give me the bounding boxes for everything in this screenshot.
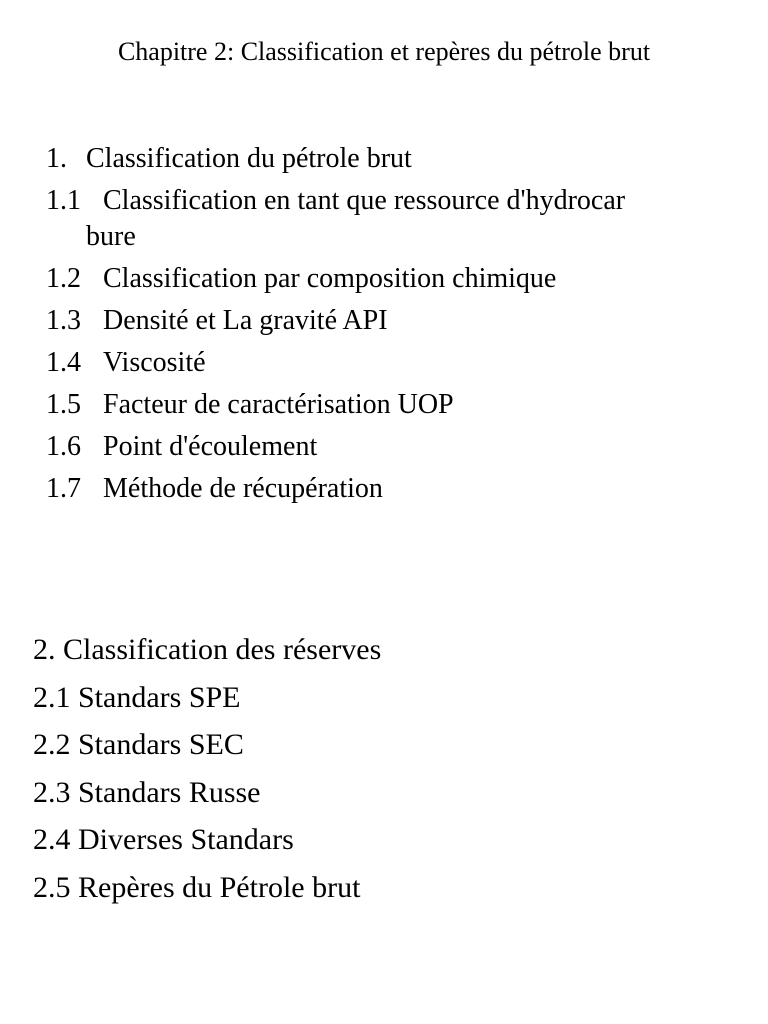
item-number: 1.2 [46, 263, 81, 294]
section-1-number: 1. [46, 143, 67, 174]
list-item-2-3: 2.3 Standars Russe [33, 775, 261, 809]
item-text [86, 183, 746, 255]
list-item-1-5 [46, 387, 746, 423]
item-text: Classification par composition chimique [103, 263, 557, 294]
list-item-2-5: 2.5 Repères du Pétrole brut [33, 870, 361, 904]
chapter-title: Chapitre 2: Classification et repères du pétrole brut [117, 37, 651, 66]
section-2-heading: 2. Classification des réserves [33, 633, 382, 666]
item-number: 1.1 [46, 185, 81, 216]
item-text: Point d'écoulement [103, 431, 318, 462]
item-text: Facteur de caractérisation UOP [103, 389, 454, 420]
list-item-1-6 [46, 429, 746, 465]
section-1-list [46, 141, 746, 513]
list-item-2-2: 2.2 Standars SEC [33, 728, 244, 761]
list-item-2-4: 2.4 Diverses Standars [33, 823, 294, 856]
list-item-1-7 [46, 471, 746, 507]
item-text: Densité et La gravité API [103, 305, 388, 336]
item-number: 1.6 [46, 431, 81, 462]
section-1-heading [46, 141, 746, 177]
item-text-line-2: bure [86, 221, 136, 252]
item-number: 1.5 [46, 389, 81, 420]
item-text: Méthode de récupération [103, 473, 383, 504]
section-1-heading-text: Classification du pétrole brut [86, 143, 412, 174]
section-2-list [33, 630, 733, 915]
item-number: 1.3 [46, 305, 81, 336]
item-number: 1.7 [46, 473, 81, 504]
list-item-1-2 [46, 261, 746, 297]
item-text: Viscosité [103, 347, 206, 378]
list-item-2-1: 2.1 Standars SPE [33, 680, 241, 714]
item-number: 1.4 [46, 347, 81, 378]
list-item-1-1 [46, 183, 746, 255]
item-text-line-1: Classification en tant que ressource d'hydrocar [103, 185, 626, 216]
list-item-1-4 [46, 345, 746, 381]
list-item-1-3 [46, 303, 746, 339]
